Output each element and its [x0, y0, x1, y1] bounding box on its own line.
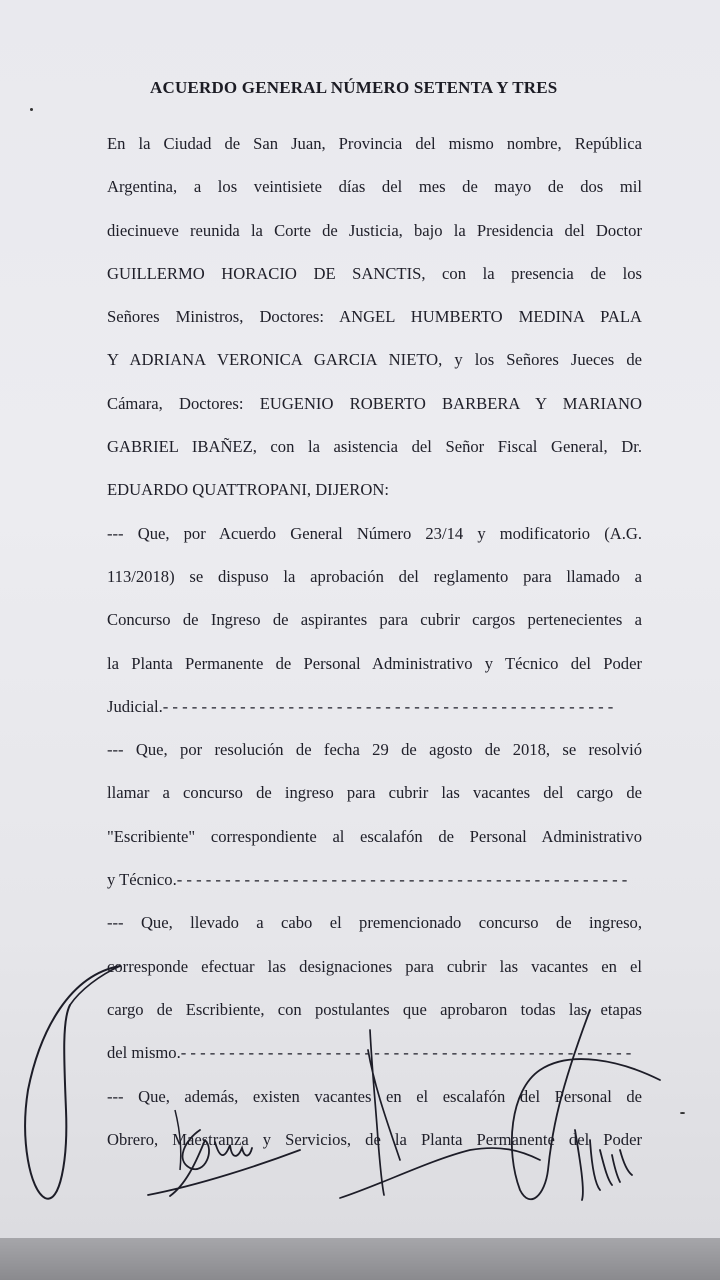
document-line: Judicial.- - - - - - - - - - - - - - - - - - - - - - - - - - - - - - - - - - - - - - - - - - - - - - -	[107, 696, 614, 716]
document-line: EDUARDO QUATTROPANI, DIJERON:	[107, 480, 389, 500]
document-line: corresponde efectuar las designaciones para cubrir las vacantes en el	[107, 956, 642, 976]
paper-speck	[680, 1112, 685, 1114]
document-line: Señores Ministros, Doctores: ANGEL HUMBERTO MEDINA PALA	[107, 307, 642, 327]
document-line: GUILLERMO HORACIO DE SANCTIS, con la presencia de los	[107, 263, 642, 283]
document-line: Argentina, a los veintisiete días del mes de mayo de dos mil	[107, 177, 642, 197]
document-line: y Técnico.- - - - - - - - - - - - - - - - - - - - - - - - - - - - - - - - - - - - - - - - - - - - - - -	[107, 870, 628, 890]
paper-speck	[30, 108, 33, 111]
page-edge-shadow	[0, 1238, 720, 1280]
document-line: GABRIEL IBAÑEZ, con la asistencia del Señor Fiscal General, Dr.	[107, 437, 642, 457]
document-body	[107, 122, 642, 1161]
document-line: --- Que, por Acuerdo General Número 23/14 y modificatorio (A.G.	[107, 523, 642, 543]
document-line: la Planta Permanente de Personal Administrativo y Técnico del Poder	[107, 653, 642, 673]
document-line: Concurso de Ingreso de aspirantes para cubrir cargos pertenecientes a	[107, 610, 642, 630]
document-title: ACUERDO GENERAL NÚMERO SETENTA Y TRES	[150, 78, 558, 97]
document-line: Cámara, Doctores: EUGENIO ROBERTO BARBERA Y MARIANO	[107, 393, 642, 413]
document-line: En la Ciudad de San Juan, Provincia del mismo nombre, República	[107, 134, 642, 153]
document-line: --- Que, por resolución de fecha 29 de agosto de 2018, se resolvió	[107, 740, 642, 760]
document-line: llamar a concurso de ingreso para cubrir las vacantes del cargo de	[107, 783, 642, 803]
document-line: Y ADRIANA VERONICA GARCIA NIETO, y los Señores Jueces de	[107, 350, 642, 370]
document-line: Obrero, Maestranza y Servicios, de la Planta Permanente del Poder	[107, 1129, 642, 1149]
document-line: del mismo.- - - - - - - - - - - - - - - - - - - - - - - - - - - - - - - - - - - - - - - - - - - - - - -	[107, 1043, 632, 1063]
document-line: --- Que, llevado a cabo el premencionado concurso de ingreso,	[107, 913, 642, 933]
document-line: --- Que, además, existen vacantes en el escalafón del Personal de	[107, 1086, 642, 1106]
document-line: 113/2018) se dispuso la aprobación del reglamento para llamado a	[107, 566, 642, 586]
document-line: "Escribiente" correspondiente al escalafón de Personal Administrativo	[107, 826, 642, 846]
document-line: diecinueve reunida la Corte de Justicia, bajo la Presidencia del Doctor	[107, 220, 642, 240]
document-line: cargo de Escribiente, con postulantes que aprobaron todas las etapas	[107, 999, 642, 1019]
